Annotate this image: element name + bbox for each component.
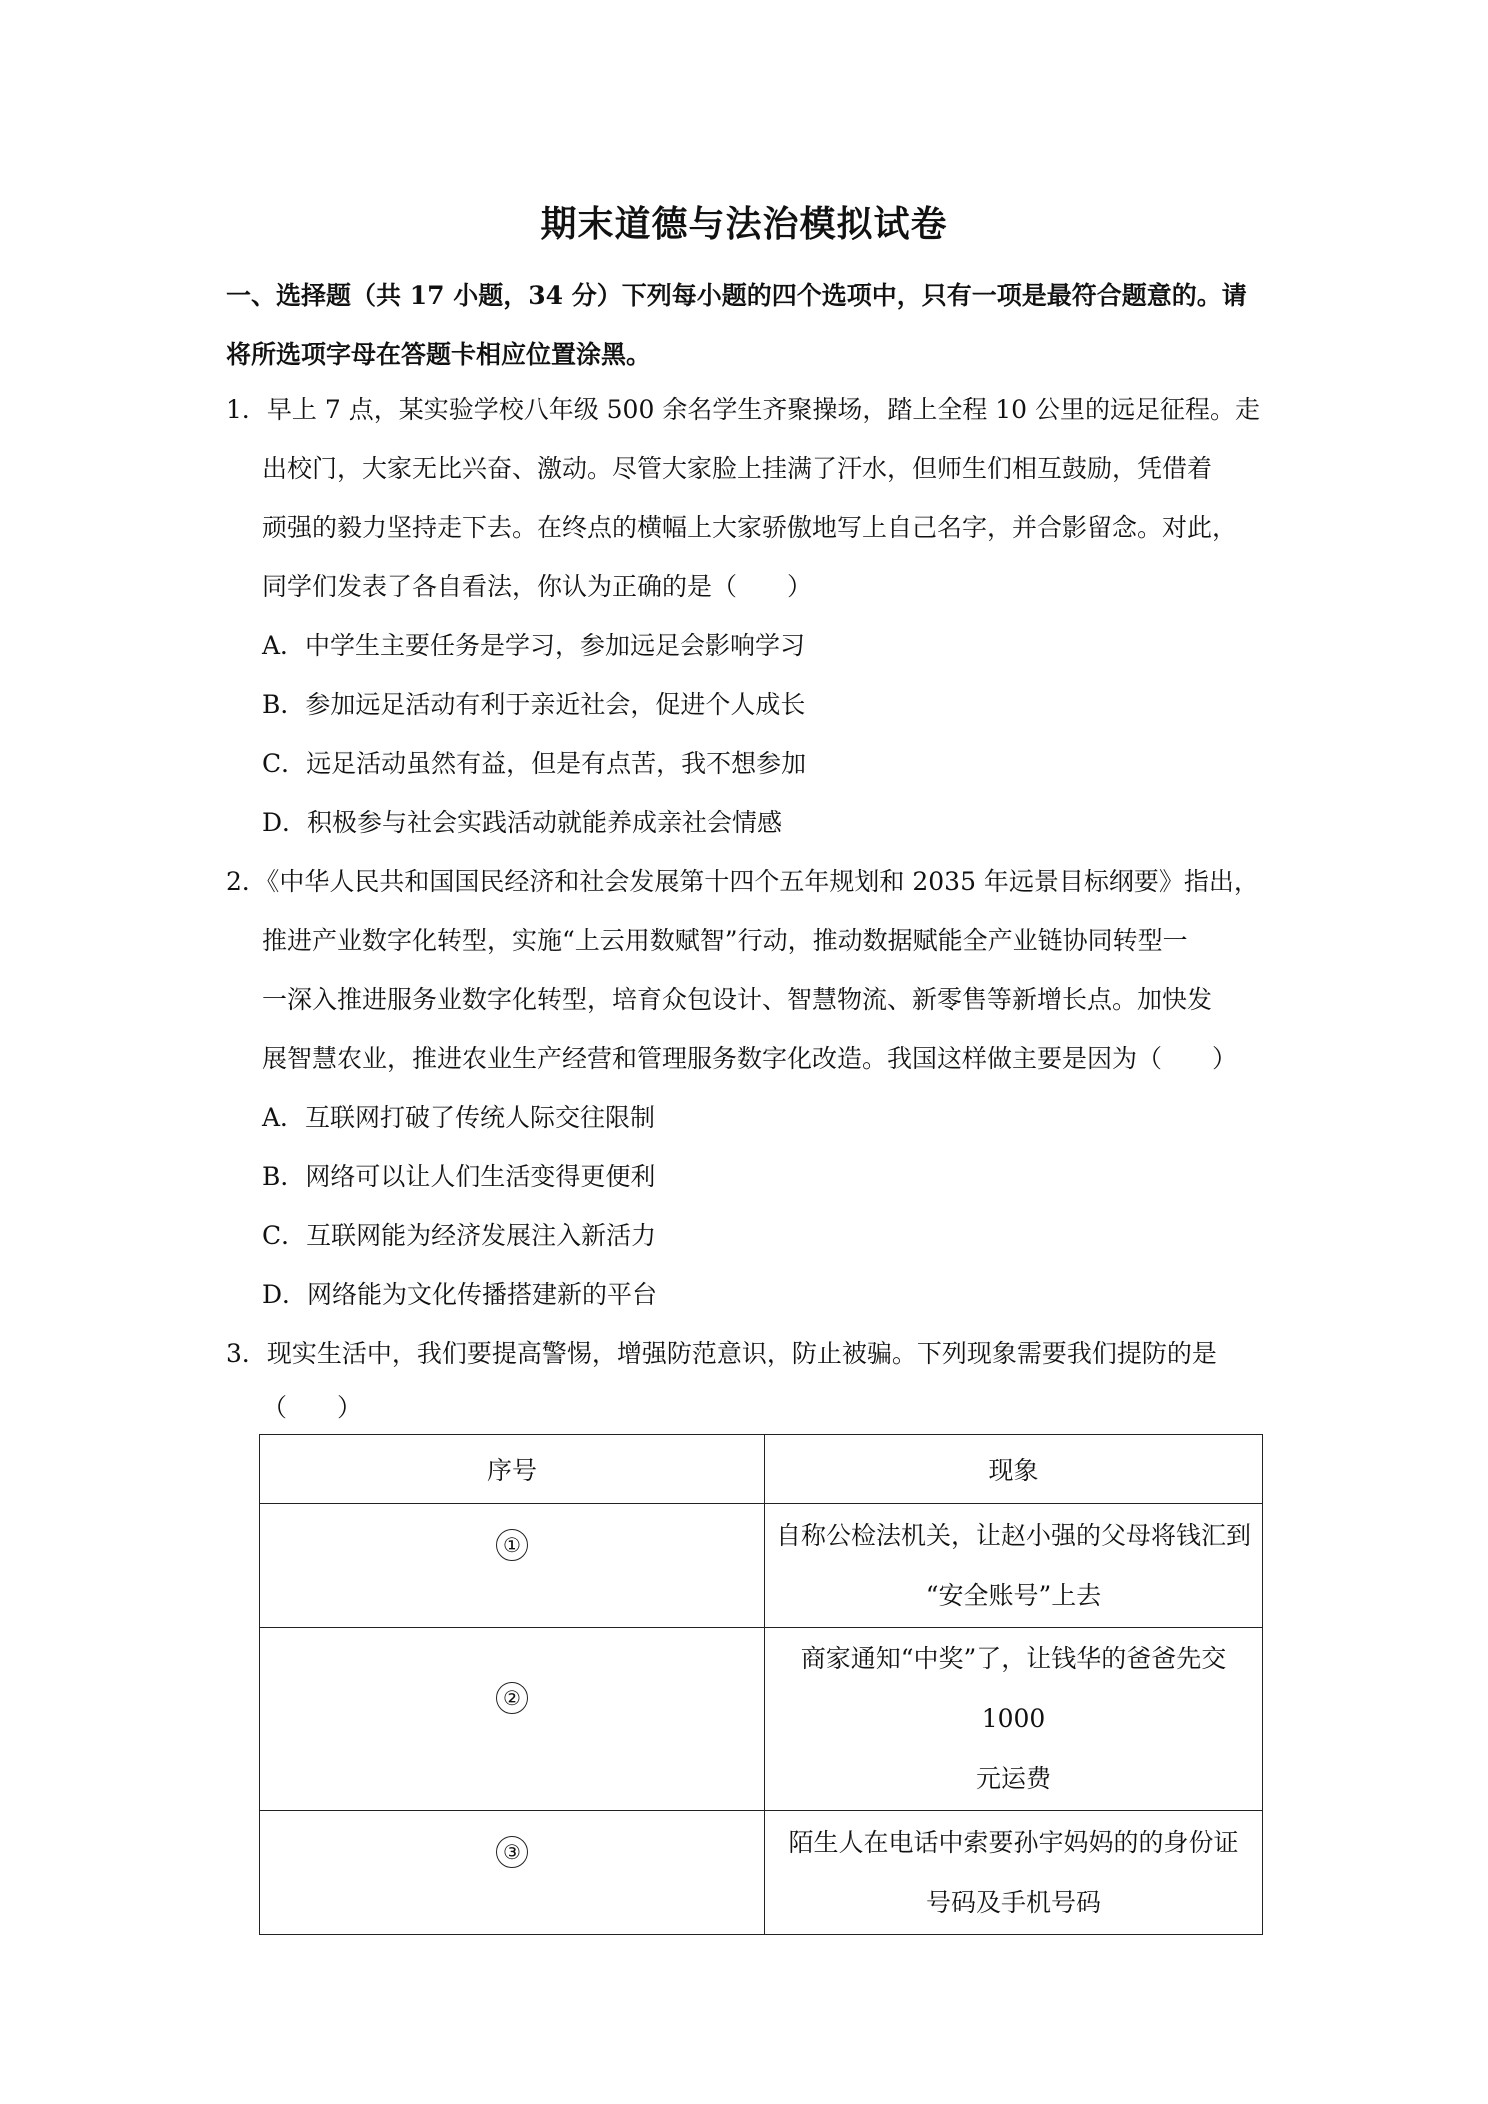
- question-2-option-d[interactable]: D．网络能为文化传播搭建新的平台: [262, 1280, 658, 1309]
- question-1-option-a[interactable]: A．中学生主要任务是学习，参加远足会影响学习: [262, 631, 806, 660]
- question-3-answer-blank: （ ）: [262, 1393, 363, 1422]
- section-heading-line-1: 一、选择题（共 17 小题，34 分）下列每小题的四个选项中，只有一项是最符合题意的。请: [226, 281, 1247, 310]
- table-cell-number: [260, 1504, 765, 1628]
- phenomenon-text-line-1: 商家通知“中奖”了，让钱华的爸爸先交 1000: [800, 1644, 1227, 1733]
- question-3-line-1: 3．现实生活中，我们要提高警惕，增强防范意识，防止被骗。下列现象需要我们提防的是: [226, 1339, 1217, 1368]
- phenomenon-text-line-2: 号码及手机号码: [925, 1887, 1101, 1917]
- phenomenon-text-line-2: “安全账号”上去: [925, 1580, 1102, 1610]
- row-number-badge: ①: [496, 1529, 528, 1561]
- table-header-row: [260, 1435, 1263, 1504]
- table-cell-number: [260, 1628, 765, 1811]
- table-cell-phenomenon: [765, 1504, 1263, 1628]
- table-header-number: 序号: [260, 1435, 765, 1504]
- question-2-option-a[interactable]: A．互联网打破了传统人际交往限制: [262, 1103, 656, 1132]
- question-1-option-d[interactable]: D．积极参与社会实践活动就能养成亲社会情感: [262, 808, 783, 837]
- phenomenon-text-line-1: 陌生人在电话中索要孙宇妈妈的的身份证: [788, 1827, 1239, 1857]
- question-1-option-b[interactable]: B．参加远足活动有利于亲近社会，促进个人成长: [262, 690, 806, 719]
- page-title: 期末道德与法治模拟试卷: [540, 203, 948, 245]
- row-number-badge: ③: [496, 1836, 528, 1868]
- question-2-line-3: 一深入推进服务业数字化转型，培育众包设计、智慧物流、新零售等新增长点。加快发: [262, 985, 1213, 1014]
- question-2-option-c[interactable]: C．互联网能为经济发展注入新活力: [262, 1221, 657, 1250]
- question-2-line-1: 2．《中华人民共和国国民经济和社会发展第十四个五年规划和 2035 年远景目标纲要》指出，: [226, 867, 1259, 896]
- question-1-line-4: 同学们发表了各自看法，你认为正确的是（ ）: [262, 572, 813, 601]
- table-row: [260, 1504, 1263, 1628]
- table-cell-phenomenon: [765, 1811, 1263, 1935]
- phenomena-table: [259, 1434, 1263, 1935]
- phenomenon-text-line-1: 自称公检法机关，让赵小强的父母将钱汇到: [775, 1520, 1251, 1550]
- table-row: [260, 1811, 1263, 1935]
- question-2-option-b[interactable]: B．网络可以让人们生活变得更便利: [262, 1162, 656, 1191]
- table-header-phenomenon: 现象: [765, 1435, 1263, 1504]
- question-1-line-3: 顽强的毅力坚持走下去。在终点的横幅上大家骄傲地写上自己名字，并合影留念。对此，: [262, 513, 1238, 542]
- table-row: [260, 1628, 1263, 1811]
- question-1-line-1: 1．早上 7 点，某实验学校八年级 500 余名学生齐聚操场，踏上全程 10 公里的远足征程。走: [226, 395, 1261, 424]
- question-2-line-2: 推进产业数字化转型，实施“上云用数赋智”行动，推动数据赋能全产业链协同转型一: [262, 926, 1188, 955]
- question-1-line-2: 出校门，大家无比兴奋、激动。尽管大家脸上挂满了汗水，但师生们相互鼓励，凭借着: [262, 454, 1213, 483]
- table-cell-phenomenon: [765, 1628, 1263, 1811]
- question-1-option-c[interactable]: C．远足活动虽然有益，但是有点苦，我不想参加: [262, 749, 807, 778]
- table-cell-number: [260, 1811, 765, 1935]
- phenomenon-text-line-2: 元运费: [975, 1764, 1051, 1793]
- row-number-badge: ②: [496, 1682, 528, 1714]
- section-heading-line-2: 将所选项字母在答题卡相应位置涂黑。: [226, 340, 652, 369]
- question-2-line-4: 展智慧农业，推进农业生产经营和管理服务数字化改造。我国这样做主要是因为（ ）: [262, 1044, 1238, 1073]
